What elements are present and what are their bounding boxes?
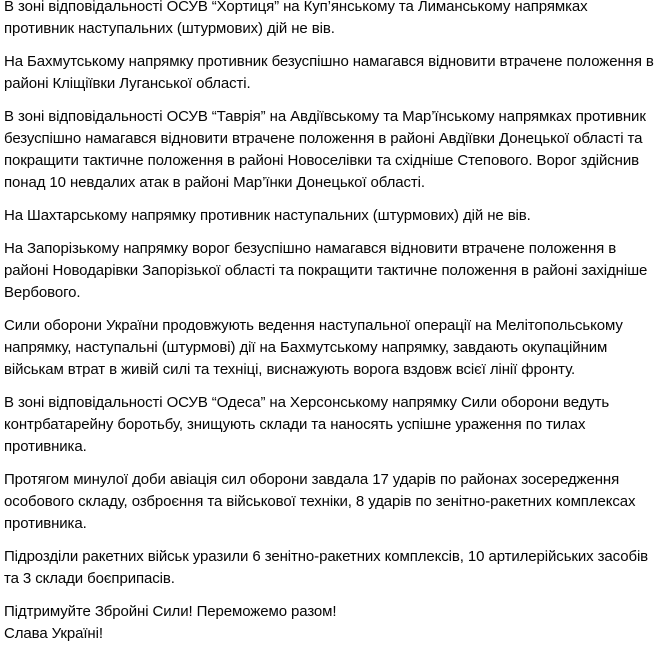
post-paragraph: В зоні відповідальності ОСУВ “Хортиця” на Куп’янському та Лиманському напрямках противник наступальних (штурмових) дій не вів.: [4, 0, 588, 37]
post-paragraph: На Запорізькому напрямку ворог безуспішно намагався відновити втрачене положення в районі Новодарівки Запорізької області та покращити тактичне положення в районі західніше Вербового.: [4, 240, 648, 301]
post-paragraph: Сили оборони України продовжують ведення наступальної операції на Мелітопольському напрямку, наступальні (штурмові) дії на Бахмутському напрямку, завдають окупаційним військам втрат в живій силі та техніці, виснажують ворога вздовж всієї лінії фронту.: [4, 317, 623, 378]
post-paragraph: На Бахмутському напрямку противник безуспішно намагався відновити втрачене положення в районі Кліщіївки Луганської області.: [4, 53, 654, 92]
post-paragraph: В зоні відповідальності ОСУВ “Одеса” на Херсонському напрямку Сили оборони ведуть контрбатарейну боротьбу, знищують склади та наносять успішне ураження по тилах противника.: [4, 394, 610, 455]
closing-line-support: Підтримуйте Збройні Сили! Переможемо разом!: [4, 603, 337, 620]
post-paragraph: В зоні відповідальності ОСУВ “Таврія” на Авдіївському та Мар’їнському напрямках противник безуспішно намагався відновити втрачене положення в районі Авдіївки Донецької області та покращити тактичне положення в районі Новоселівки та східніше Степового. Ворог здійснив понад 10 невдалих атак в районі Мар’їнки Донецької області.: [4, 108, 646, 191]
closing-line-glory: Слава Україні!: [4, 625, 103, 642]
post-paragraph: На Шахтарському напрямку противник наступальних (штурмових) дій не вів.: [4, 207, 531, 224]
post-paragraph: Підрозділи ракетних військ уразили 6 зенітно-ракетних комплексів, 10 артилерійських засобів та 3 склади боєприпасів.: [4, 548, 649, 587]
post-paragraph: Протягом минулої доби авіація сил оборони завдала 17 ударів по районах зосередження особового складу, озброєння та військової техніки, 8 ударів по зенітно-ракетних комплексах противника.: [4, 471, 636, 532]
